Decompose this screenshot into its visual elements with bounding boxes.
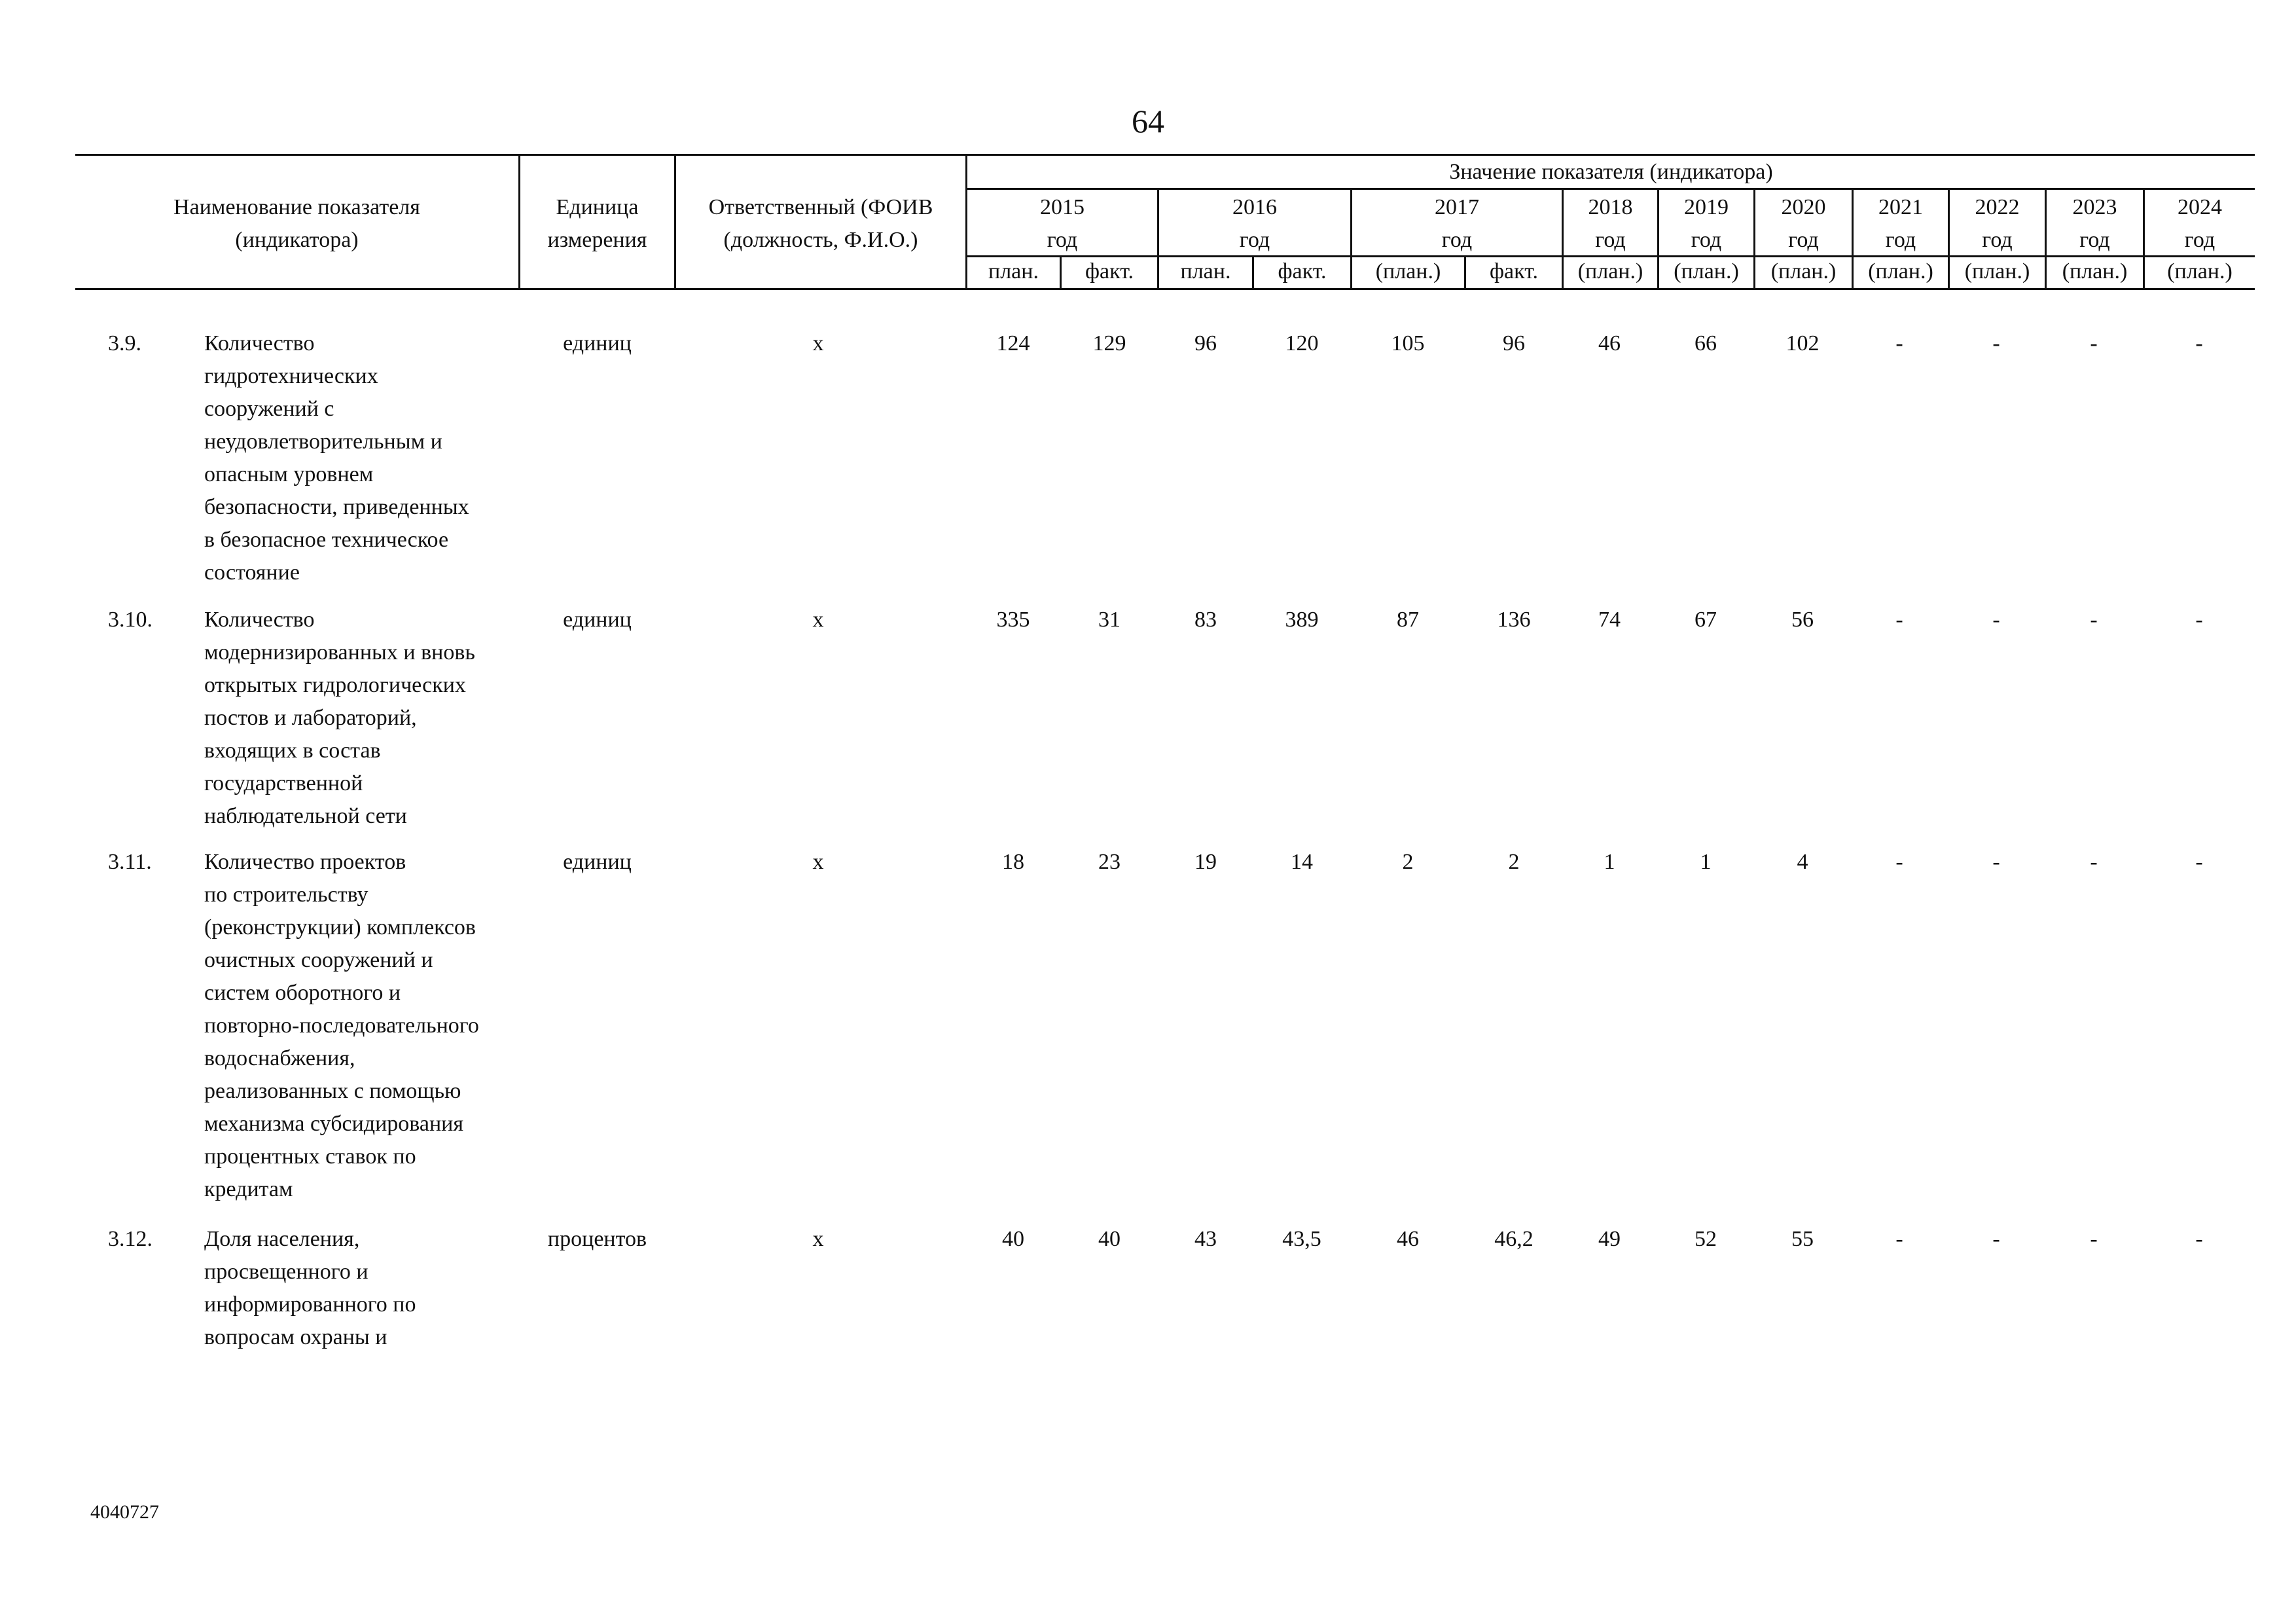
page-number: 64 (1132, 103, 1164, 139)
row-number: 3.9. (108, 331, 141, 356)
year-header-2018: 2018 год (1588, 195, 1633, 252)
subheader-2024-plan: (план.) (2167, 259, 2233, 283)
indicator-name: Количество проектов по строительству (реконструкции) комплексов очистных сооружений и систем оборотного и повторно-последовательного водоснабжения, реализованных с помощью механизма субсидирования процентных ставок по кредитам (204, 850, 479, 1201)
unit-cell: единиц (563, 608, 632, 632)
value-cell: - (1895, 1227, 1903, 1251)
year-header-2015: 2015 год (1040, 195, 1085, 252)
subheader-2015-fact: факт. (1085, 259, 1134, 283)
year-header-2019: 2019 год (1684, 195, 1729, 252)
header-value-group: Значение показателя (индикатора) (1449, 160, 1773, 184)
value-cell: 389 (1285, 608, 1319, 632)
value-cell: 19 (1194, 850, 1217, 874)
document-code: 4040727 (90, 1501, 159, 1523)
value-cell: - (1992, 608, 2000, 632)
indicator-name: Доля населения, просвещенного и информированного по вопросам охраны и (204, 1227, 416, 1349)
unit-cell: единиц (563, 331, 632, 356)
subheader-2017-plan: (план.) (1375, 259, 1441, 283)
value-cell: - (1895, 331, 1903, 356)
value-cell: 46 (1397, 1227, 1419, 1251)
responsible-cell: x (812, 850, 824, 874)
subheader-2015-plan: план. (988, 259, 1039, 283)
responsible-cell: x (812, 331, 824, 356)
year-header-2017: 2017 год (1435, 195, 1479, 252)
row-number: 3.11. (108, 850, 152, 874)
responsible-cell: x (812, 1227, 824, 1251)
value-cell: - (2195, 850, 2203, 874)
value-cell: 18 (1002, 850, 1024, 874)
year-header-2023: 2023 год (2072, 195, 2117, 252)
value-cell: 2 (1508, 850, 1520, 874)
responsible-cell: x (812, 608, 824, 632)
value-cell: 56 (1791, 608, 1814, 632)
value-cell: - (1895, 608, 1903, 632)
value-cell: 46 (1598, 331, 1621, 356)
year-header-2020: 2020 год (1781, 195, 1826, 252)
value-cell: - (1992, 1227, 2000, 1251)
value-cell: 14 (1291, 850, 1313, 874)
value-cell: 74 (1598, 608, 1621, 632)
indicator-name: Количество модернизированных и вновь открытых гидрологических постов и лабораторий, входящих в состав государственной наблюдательной сети (204, 608, 475, 828)
value-cell: 4 (1797, 850, 1808, 874)
value-cell: 136 (1497, 608, 1531, 632)
year-header-2016: 2016 год (1232, 195, 1277, 252)
value-cell: 43 (1194, 1227, 1217, 1251)
table-header-bottom-rule (75, 288, 2255, 290)
value-cell: - (2195, 331, 2203, 356)
value-cell: 96 (1194, 331, 1217, 356)
value-cell: 55 (1791, 1227, 1814, 1251)
header-indicator-name: Наименование показателя (индикатора) (173, 195, 420, 252)
subheader-2017-fact: факт. (1490, 259, 1538, 283)
value-cell: - (2090, 850, 2098, 874)
subheader-2021-plan: (план.) (1868, 259, 1933, 283)
value-cell: - (1992, 331, 2000, 356)
value-cell: 40 (1098, 1227, 1121, 1251)
value-cell: 1 (1700, 850, 1712, 874)
value-cell: 124 (996, 331, 1030, 356)
value-cell: 96 (1503, 331, 1525, 356)
year-header-2021: 2021 год (1878, 195, 1923, 252)
unit-cell: единиц (563, 850, 632, 874)
value-cell: 40 (1002, 1227, 1024, 1251)
value-cell: 67 (1695, 608, 1717, 632)
subheader-2022-plan: (план.) (1964, 259, 2030, 283)
subheader-2020-plan: (план.) (1770, 259, 1837, 283)
header-responsible: Ответственный (ФОИВ (должность, Ф.И.О.) (708, 195, 933, 252)
value-cell: 31 (1098, 608, 1121, 632)
value-cell: 1 (1604, 850, 1615, 874)
value-cell: 46,2 (1494, 1227, 1534, 1251)
value-cell: 43,5 (1282, 1227, 1321, 1251)
subheader-2016-plan: план. (1180, 259, 1231, 283)
subheader-2018-plan: (план.) (1577, 259, 1643, 283)
value-cell: 23 (1098, 850, 1121, 874)
value-cell: 49 (1598, 1227, 1621, 1251)
value-cell: 66 (1695, 331, 1717, 356)
subheader-2016-fact: факт. (1278, 259, 1327, 283)
year-header-2024: 2024 год (2178, 195, 2222, 252)
subheader-2023-plan: (план.) (2062, 259, 2128, 283)
value-cell: 102 (1785, 331, 1820, 356)
value-cell: - (1895, 850, 1903, 874)
year-header-2022: 2022 год (1975, 195, 2020, 252)
value-cell: 87 (1397, 608, 1419, 632)
value-cell: 335 (996, 608, 1030, 632)
value-cell: 83 (1194, 608, 1217, 632)
value-cell: - (2195, 1227, 2203, 1251)
unit-cell: процентов (547, 1227, 647, 1251)
value-cell: - (2090, 608, 2098, 632)
header-unit: Единица измерения (547, 195, 647, 252)
value-cell: 129 (1092, 331, 1126, 356)
value-cell: - (2195, 608, 2203, 632)
value-cell: - (1992, 850, 2000, 874)
subheader-2019-plan: (план.) (1674, 259, 1739, 283)
value-cell: 120 (1285, 331, 1319, 356)
value-cell: 2 (1402, 850, 1414, 874)
row-number: 3.10. (108, 608, 152, 632)
value-cell: 52 (1695, 1227, 1717, 1251)
indicator-name: Количество гидротехнических сооружений с неудовлетворительным и опасным уровнем безопасности, приведенных в безопасное техническое состояние (204, 331, 469, 585)
value-cell: 105 (1391, 331, 1425, 356)
value-cell: - (2090, 331, 2098, 356)
row-number: 3.12. (108, 1227, 152, 1251)
value-cell: - (2090, 1227, 2098, 1251)
